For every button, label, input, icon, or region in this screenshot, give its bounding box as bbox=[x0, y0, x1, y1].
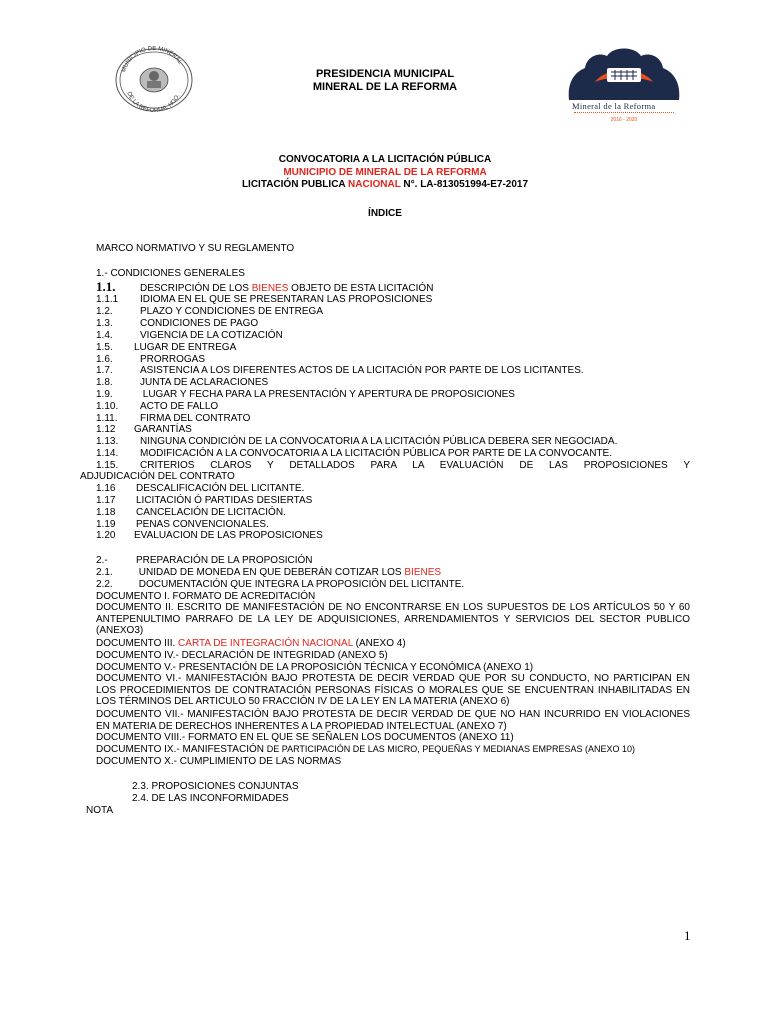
title-line-3-prefix: LICITACIÓN PUBLICA bbox=[241, 179, 349, 190]
item-text: IDIOMA EN EL QUE SE PRESENTARAN LAS PROPOSICIONES bbox=[140, 294, 433, 305]
list-item bbox=[96, 519, 269, 531]
item-text: PENAS CONVENCIONALES. bbox=[136, 519, 269, 530]
item-text-red: BIENES bbox=[404, 567, 442, 578]
list-item bbox=[96, 342, 236, 354]
item-text: ASISTENCIA A LOS DIFERENTES ACTOS DE LA LICITACIÓN POR PARTE DE LOS LICITANTES. bbox=[140, 365, 584, 376]
title-line-3-red: NACIONAL bbox=[348, 179, 401, 190]
item-number: 1.17 bbox=[96, 495, 116, 506]
item-text-suffix: OBJETO DE ESTA LICITACIÓN bbox=[288, 283, 434, 294]
item-number: 1.4. bbox=[96, 330, 113, 341]
item-number: 1.7. bbox=[96, 365, 113, 376]
item-text: PRORROGAS bbox=[140, 354, 206, 365]
list-item bbox=[96, 413, 250, 425]
item-text: DESCALIFICACIÓN DEL LICITANTE. bbox=[136, 483, 305, 494]
item-text: FIRMA DEL CONTRATO bbox=[140, 413, 251, 424]
seal-text-bottom: DE LA REFORMA, HGO. bbox=[125, 91, 182, 114]
item-number: 1.15. bbox=[96, 460, 119, 471]
item-text: NINGUNA CONDICIÓN DE LA CONVOCATORIA A LA LICITACIÓN PÚBLICA DEBERA SER NEGOCIADA. bbox=[140, 436, 618, 447]
seal-text-top: MUNICIPIO DE MINERAL bbox=[121, 46, 183, 74]
document-9-prefix: DOCUMENTO IX.- MANIFESTACIÓN bbox=[96, 744, 267, 755]
item-text: VIGENCIA DE LA COTIZACIÓN bbox=[140, 330, 283, 341]
item-number: 1.8. bbox=[96, 377, 113, 388]
list-item bbox=[96, 424, 192, 436]
item-number: 1.19 bbox=[96, 519, 116, 530]
list-item bbox=[96, 354, 205, 366]
item-number: 1.5. bbox=[96, 342, 113, 353]
list-item bbox=[96, 389, 515, 401]
header-line-1: PRESIDENCIA MUNICIPAL bbox=[315, 68, 455, 80]
section-marco: MARCO NORMATIVO Y SU REGLAMENTO bbox=[96, 243, 295, 254]
item-text: LUGAR Y FECHA PARA LA PRESENTACIÓN Y APERTURA DE PROPOSICIONES bbox=[140, 389, 515, 400]
item-2-4: 2.4. DE LAS INCONFORMIDADES bbox=[132, 793, 289, 804]
item-text-red: BIENES bbox=[251, 283, 289, 294]
item-number: 1.18 bbox=[96, 507, 116, 518]
item-text: CONDICIONES DE PAGO bbox=[140, 318, 259, 329]
item-number: 1.13. bbox=[96, 436, 119, 447]
document-3-suffix: (ANEXO 4) bbox=[352, 638, 406, 649]
document-10: DOCUMENTO X.- CUMPLIMIENTO DE LAS NORMAS bbox=[96, 756, 342, 767]
municipal-seal bbox=[110, 46, 198, 114]
title-line-1: CONVOCATORIA A LA LICITACIÓN PÚBLICA bbox=[278, 154, 492, 165]
document-3-prefix: DOCUMENTO III. bbox=[96, 638, 179, 649]
document-5: DOCUMENTO V.- PRESENTACIÓN DE LA PROPOSICIÓN TÉCNICA Y ECONÓMICA (ANEXO 1) bbox=[96, 662, 534, 673]
item-text: UNIDAD DE MONEDA EN QUE DEBERÁN COTIZAR LOS bbox=[136, 567, 405, 578]
item-text: DOCUMENTACIÓN QUE INTEGRA LA PROPOSICIÓN DEL LICITANTE. bbox=[136, 579, 465, 590]
item-text: ACTO DE FALLO bbox=[140, 401, 219, 412]
item-number: 1.16 bbox=[96, 483, 116, 494]
index-heading: ÍNDICE bbox=[368, 208, 402, 219]
item-number: 2.- bbox=[96, 555, 108, 566]
item-text-continuation: ADJUDICACIÓN DEL CONTRATO bbox=[80, 471, 235, 482]
item-number: 2.1. bbox=[96, 567, 113, 578]
item-number: 1.2. bbox=[96, 306, 113, 317]
item-text: EVALUACION DE LAS PROPOSICIONES bbox=[134, 530, 323, 541]
list-item bbox=[96, 448, 612, 460]
item-text: DESCRIPCIÓN DE LOS bbox=[140, 283, 252, 294]
item-number: 1.11. bbox=[96, 413, 118, 424]
title-line-3 bbox=[170, 179, 600, 192]
item-text: GARANTÍAS bbox=[134, 424, 192, 435]
nota: NOTA bbox=[86, 805, 114, 816]
item-number: 1.20 bbox=[96, 530, 116, 541]
list-item bbox=[96, 306, 323, 318]
item-2-3: 2.3. PROPOSICIONES CONJUNTAS bbox=[132, 781, 299, 792]
list-item bbox=[96, 460, 690, 472]
list-item bbox=[96, 294, 432, 306]
list-item bbox=[96, 401, 218, 413]
page-number: 1 bbox=[684, 928, 691, 943]
document-1: DOCUMENTO I. FORMATO DE ACREDITACIÓN bbox=[96, 591, 316, 602]
document-3 bbox=[96, 638, 406, 650]
section-condiciones: 1.- CONDICIONES GENERALES bbox=[96, 268, 245, 279]
item-number: 2.2. bbox=[96, 579, 113, 590]
item-text: PREPARACIÓN DE LA PROPOSICIÓN bbox=[136, 555, 313, 566]
item-number: 1.9. bbox=[96, 389, 113, 400]
list-item bbox=[96, 495, 312, 507]
item-text: PLAZO Y CONDICIONES DE ENTREGA bbox=[140, 306, 324, 317]
header-line-2: MINERAL DE LA REFORMA bbox=[312, 81, 458, 93]
list-item bbox=[96, 483, 304, 495]
list-item bbox=[96, 436, 617, 448]
item-number: 1.1.1 bbox=[96, 294, 119, 305]
list-item bbox=[96, 567, 441, 579]
logo-divider bbox=[574, 112, 674, 116]
list-item bbox=[96, 365, 584, 377]
section-2-heading bbox=[96, 555, 313, 567]
list-item bbox=[96, 530, 323, 542]
list-item bbox=[96, 377, 268, 389]
logo-years: 2016 - 2020 bbox=[610, 117, 638, 123]
mineral-logo bbox=[565, 42, 683, 102]
item-text: CANCELACIÓN DE LICITACIÓN. bbox=[136, 507, 286, 518]
list-item bbox=[96, 330, 283, 342]
title-line-3-suffix: N°. LA-813051994-E7-2017 bbox=[400, 179, 529, 190]
item-number: 1.3. bbox=[96, 318, 113, 329]
item-text: LICITACIÓN Ó PARTIDAS DESIERTAS bbox=[136, 495, 313, 506]
document-6: DOCUMENTO VI.- MANIFESTACIÓN BAJO PROTESTA DE DECIR VERDAD QUE POR SU CONDUCTO, NO PARTICIPAN EN LOS PROCEDIMIENTOS DE CONTRATACIÓN PERSONAS FÍSICAS O MORALES QUE SE ENCUENTRAN INHABILITADAS EN LOS TÉRMINOS DEL ARTICULO 50 FRACCIÓN IV DE LA LEY EN LA MATERIA (ANEXO 6) bbox=[96, 673, 690, 708]
item-number: 1.12 bbox=[96, 424, 116, 435]
document-8: DOCUMENTO VIII.- FORMATO EN EL QUE SE SEÑALEN LOS DOCUMENTOS (ANEXO 11) bbox=[96, 732, 514, 743]
item-text: LUGAR DE ENTREGA bbox=[134, 342, 237, 353]
document-3-red: CARTA DE INTEGRACIÓN NACIONAL bbox=[178, 638, 353, 649]
document-9-small: DE PARTICIPACIÓN DE LAS MICRO, PEQUEÑAS Y MEDIANAS EMPRESAS (ANEXO 10) bbox=[266, 744, 636, 754]
item-text: MODIFICACIÓN A LA CONVOCATORIA A LA LICITACIÓN PÚBLICA POR PARTE DE LA CONVOCANTE. bbox=[140, 448, 612, 459]
document-2: DOCUMENTO II. ESCRITO DE MANIFESTACIÓN DE NO ENCONTRARSE EN LOS SUPUESTOS DE LOS ARTÍCULOS 50 Y 60 ANTEPENULTIMO PARRAFO DE LA LEY DE ADQUISICIONES, ARRENDAMIENTOS Y SERVICIOS DEL SECTOR PUBLICO (ANEXO3) bbox=[96, 602, 690, 637]
title-line-2: MUNICIPIO DE MINERAL DE LA REFORMA bbox=[283, 166, 487, 178]
list-item bbox=[96, 281, 433, 295]
logo-title: Mineral de la Reforma bbox=[572, 101, 656, 111]
item-text: JUNTA DE ACLARACIONES bbox=[140, 377, 269, 388]
document-7: DOCUMENTO VII.- MANIFESTACIÓN BAJO PROTESTA DE DECIR VERDAD DE QUE NO HAN INCURRIDO EN VIOLACIONES EN MATERIA DE DERECHOS INHERENTES A LA PROPIEDAD INTELECTUAL (ANEXO 7) bbox=[96, 709, 690, 732]
list-item bbox=[96, 318, 258, 330]
document-9 bbox=[96, 744, 635, 756]
list-item bbox=[96, 579, 464, 591]
document-4: DOCUMENTO IV.- DECLARACIÓN DE INTEGRIDAD (ANEXO 5) bbox=[96, 650, 388, 661]
item-number: 1.6. bbox=[96, 354, 113, 365]
item-text: CRITERIOS CLAROS Y DETALLADOS PARA LA EVALUACIÓN DE LAS PROPOSICIONES Y bbox=[140, 460, 690, 471]
item-number: 1.14. bbox=[96, 448, 119, 459]
svg-text:DE LA REFORMA, HGO. bbox=[125, 91, 181, 114]
item-number: 1.1. bbox=[96, 279, 116, 294]
item-number: 1.10. bbox=[96, 401, 119, 412]
list-item bbox=[96, 507, 286, 519]
